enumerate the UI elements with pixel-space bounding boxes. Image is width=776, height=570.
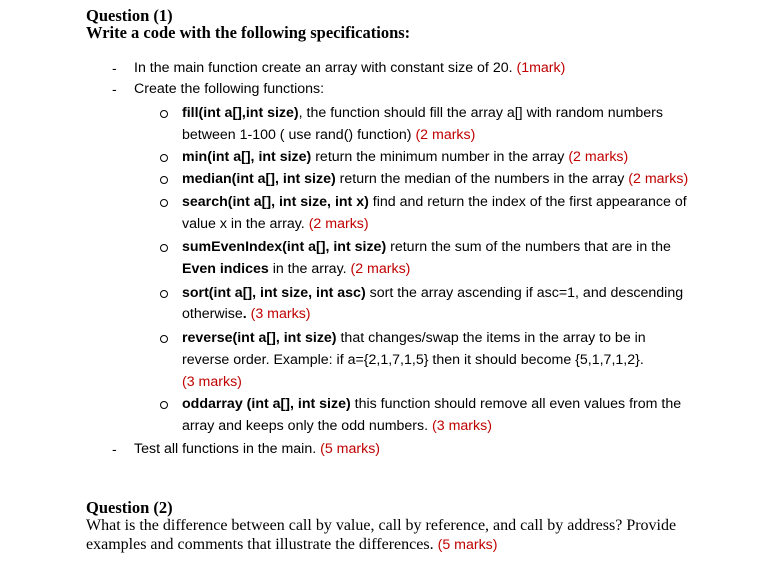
function-search-line1: search(int a[], int size, int x) find and return the index of the first appearance of: [182, 194, 687, 210]
dash-bullet: -: [112, 60, 117, 76]
question-2-line2: examples and comments that illustrate the differences. (5 marks): [86, 536, 498, 553]
list-item-test-all: Test all functions in the main. (5 marks): [134, 441, 381, 457]
question-1-prompt: Write a code with the following specifications:: [86, 23, 411, 42]
function-fill-line1: fill(int a[],int size), the function should fill the array a[] with random numbers: [182, 105, 663, 121]
list-item-create-functions: Create the following functions:: [134, 81, 325, 97]
cut-off-heading-fragment: [300, 0, 600, 3]
marks-label: (5 marks): [437, 537, 498, 553]
marks-label: (1mark): [516, 60, 566, 76]
function-sumevenindex-line1: sumEvenIndex(int a[], int size) return the sum of the numbers that are in the: [182, 239, 671, 255]
question-2-title: Question (2): [86, 498, 173, 517]
marks-label: (3 marks): [182, 374, 242, 390]
function-fill-line2: between 1-100 ( use rand() function) (2 marks): [182, 127, 476, 143]
marks-label: (5 marks): [320, 441, 381, 457]
circle-bullet: [160, 244, 168, 252]
marks-label: (2 marks): [415, 127, 476, 143]
marks-label: (2 marks): [628, 171, 689, 187]
function-reverse-line2: reverse order. Example: if a={2,1,7,1,5} then it should become {5,1,7,1,2}.: [182, 352, 644, 368]
function-oddarray-line2: array and keeps only the odd numbers. (3 marks): [182, 418, 492, 434]
marks-label: (2 marks): [350, 261, 411, 277]
circle-bullet: [160, 176, 168, 184]
marks-label: (2 marks): [308, 216, 369, 232]
function-reverse-line1: reverse(int a[], int size) that changes/swap the items in the array to be in: [182, 330, 646, 346]
circle-bullet: [160, 335, 168, 343]
circle-bullet: [160, 154, 168, 162]
marks-label: (3 marks): [250, 306, 311, 322]
function-sumevenindex-line2: Even indices in the array. (2 marks): [182, 261, 411, 277]
question-1-title: Question (1): [86, 6, 173, 25]
circle-bullet: [160, 290, 168, 298]
circle-bullet: [160, 401, 168, 409]
function-median: median(int a[], int size) return the median of the numbers in the array (2 marks): [182, 171, 689, 187]
list-item-main-array: In the main function create an array with constant size of 20. (1mark): [134, 60, 566, 76]
circle-bullet: [160, 199, 168, 207]
dash-bullet: -: [112, 81, 117, 97]
function-sort-line2: otherwise. (3 marks): [182, 306, 311, 322]
circle-bullet: [160, 110, 168, 118]
question-2-line1: What is the difference between call by value, call by reference, and call by address? Provide: [86, 517, 677, 534]
function-min: min(int a[], int size) return the minimum number in the array (2 marks): [182, 149, 629, 165]
marks-label: (2 marks): [568, 149, 629, 165]
function-oddarray-line1: oddarray (int a[], int size) this function should remove all even values from the: [182, 396, 682, 412]
marks-label: (3 marks): [432, 418, 492, 434]
dash-bullet: -: [112, 441, 117, 457]
function-sort-line1: sort(int a[], int size, int asc) sort the array ascending if asc=1, and descending: [182, 285, 684, 301]
function-search-line2: value x in the array. (2 marks): [182, 216, 369, 232]
